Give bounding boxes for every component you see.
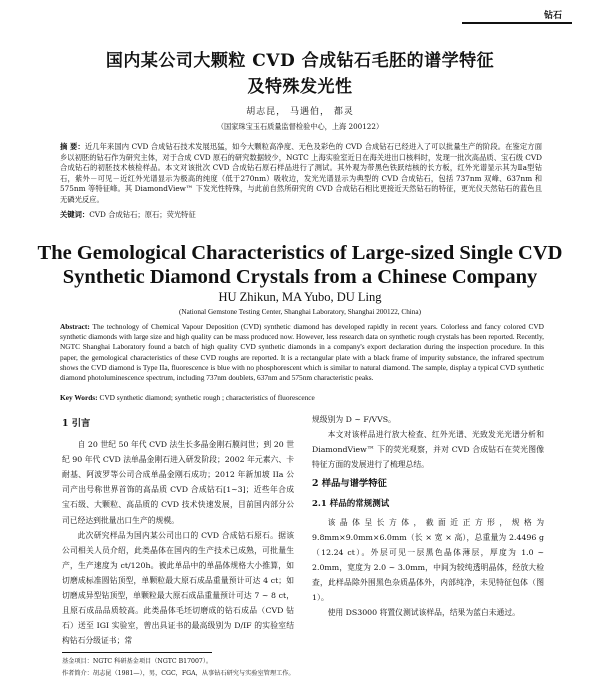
chinese-abstract-label: 摘 要： xyxy=(60,142,85,151)
english-keywords xyxy=(60,393,544,402)
body-paragraph: 本文对该样品进行放大检查、红外光谱、光致发光光谱分析和 DiamondView™ 下的荧光观察，并对 CVD 合成钻石在荧光图像特征方面的发展进行了梳理总结。 xyxy=(312,430,544,470)
section-tag: 钻石 xyxy=(543,10,562,20)
english-affiliation: (National Gemstone Testing Center, Shanghai Laboratory, Shanghai 200122, China) xyxy=(179,308,421,316)
english-abstract xyxy=(60,322,544,383)
english-keywords-label: Key Words: xyxy=(60,393,98,402)
chinese-affiliation: （国家珠宝玉石质量监督检验中心，上海 200122） xyxy=(216,122,384,131)
english-abstract-label: Abstract: xyxy=(60,322,90,331)
journal-section-header xyxy=(462,8,572,24)
english-keywords-text: CVD synthetic diamond; synthetic rough ; characteristics of fluorescence xyxy=(99,393,315,402)
chinese-abstract-text: 近几年来国内 CVD 合成钻石技术发展迅猛，如今大颗粒高净度、无色及彩色的 CVD 合成钻石已经进入了可以批量生产的阶段。在鉴定方面乡以初胚的钻石作为研究主体，对于合成 CVD 原石的研究数据较少，NGTC 上海实验室近日在海关进出口核料时，发现一批次高品质、宝石级 CVD 合成钻石的初胚技术核检样品。本文对该批次 CVD 合成钻石原石样品进行了测试。其外观为带黑色铁跃结核的长方板，红外光谱显示其为Ⅱa型钻石，紫外－可见－近红外光谱显示为极高的纯度（低于270nm）吸收边，发光光谱显示为典型的 CVD 合成钻石，包括 737nm 双峰、637nm 和 575nm 等特征峰。其 DiamondView™ 下发光性特殊，与此前自然所研究的 CVD 合成钻石相比更接近天然钻石的特征，更光仪天然钻石的蓝色且无磷光反应。 xyxy=(60,142,542,204)
chinese-title-line1: 国内某公司大颗粒 CVD 合成钻石毛胚的谱学特征 xyxy=(105,51,495,71)
chinese-title-line2: 及特殊发光性 xyxy=(247,77,353,97)
section-heading-samples: 2 样品与谱学特征 xyxy=(312,478,387,490)
english-title-line2: Synthetic Diamond Crystals from a Chinese Company xyxy=(62,266,538,288)
chinese-abstract xyxy=(60,142,542,206)
body-paragraph: 该晶体呈长方体，截面近正方形，规格为 9.8mm×9.0mm×6.0mm（长 × 宽 × 高），总重量为 2.4496 g（12.24 ct）。外层可见一层黑色晶体薄层，厚度为 1.0 ~ 2.0mm，宽度为 2.0 ~ 3.0mm，中间为较纯透明晶体，经放大检查，此样品除外围黑色杂质晶体外，内部纯净，未见特征包体（图 1）。 xyxy=(312,517,544,603)
english-title-line1: The Gemological Characteristics of Large-sized Single CVD xyxy=(37,242,563,264)
body-paragraph: 此次研究样品为国内某公司出口的 CVD 合成钻石原石。据该公司相关人员介绍，此类晶体在国内的生产技术已成熟，可批量生产，生产速度为 ct/120h。被此单品中的单晶体规格大小推算，如切磨成标准圆钻顶型，单颗粒最大原石成品重量预计可达 4 ct；如切磨成异型钻顶型，单颗粒最大原石成品重量预计可达 7 ~ 8 ct，且原石成品品质较高。此类晶体毛坯切磨成的钻石成品（CVD 钻石）送至 IGI 实验室，曾出具证书的最高级别为 D/IF 的实验室结构钻石分级证书；常 xyxy=(62,530,294,646)
footnote-divider xyxy=(62,652,212,653)
footnote-author: 作者简介：胡志昆（1981—），男，CGC，FGA，从事钻石研究与实验室管理工作。 xyxy=(62,670,295,677)
body-column-right xyxy=(312,412,544,620)
chinese-authors: 胡志昆， 马遇伯， 都灵 xyxy=(246,107,354,117)
body-paragraph: 使用 DS3000 将置仪测试该样品，结果为蓝白未通过。 xyxy=(327,608,520,618)
body-paragraph: 规级别为 D ~ F/VVS。 xyxy=(312,415,396,424)
body-paragraph: 自 20 世纪 50 年代 CVD 法生长多晶金刚石膜问世；到 20 世纪 90 年代 CVD 法单晶金刚石进入研发阶段；2002 年元素六、卡耐基、阿波罗等公司合成单晶金刚石成功；2012 年新加坡 IIa 公司产出号称世界首饰的高品质 CVD 合成钻石[1~3]；近些年合成宝石级、大颗粒、高品质的 CVD 技术快速发展，目前国内部分公司已经达到批量出口生产的规模。 xyxy=(62,440,294,525)
footnote-fund: 基金项目：NGTC 科研基金项目（NGTC B17007）。 xyxy=(62,658,213,665)
english-authors: HU Zhikun, MA Yubo, DU Ling xyxy=(218,290,382,304)
subsection-heading-routine-tests: 2.1 样品的常规测试 xyxy=(312,499,390,510)
body-column-left xyxy=(62,412,294,648)
chinese-keywords-label: 关键词： xyxy=(60,210,90,219)
chinese-keywords xyxy=(60,210,542,220)
section-heading-introduction: 1 引言 xyxy=(62,418,91,429)
english-abstract-text: The technology of Chemical Vapour Deposition (CVD) synthetic diamond has developed rapidly in recent years. Colorless and fancy colored CVD synthetic diamonds with large size and high quality can be mass produced now. However, less research data on synthetic rough crystals has been reported. Recently, NGTC Shanghai Laboratory found a batch of high quality CVD synthetic diamonds in a company's export declaration during the inspection procedure. In this paper, the gemological characteristics of these CVD roughs are reported. It is a rectangular plate with a black frame of impurity substance, the infrared spectrum shows the CVD diamond is Type IIa, fluorescence is blue with no phosphorescent which is similar to natural diamond. The sample, display a typical CVD synthetic diamond photoluminescence spectrum, including 737nm doublets, 637nm and 575nm characteristic peaks. xyxy=(60,322,544,383)
chinese-keywords-text: CVD 合成钻石；原石；荧光特征 xyxy=(89,210,196,219)
